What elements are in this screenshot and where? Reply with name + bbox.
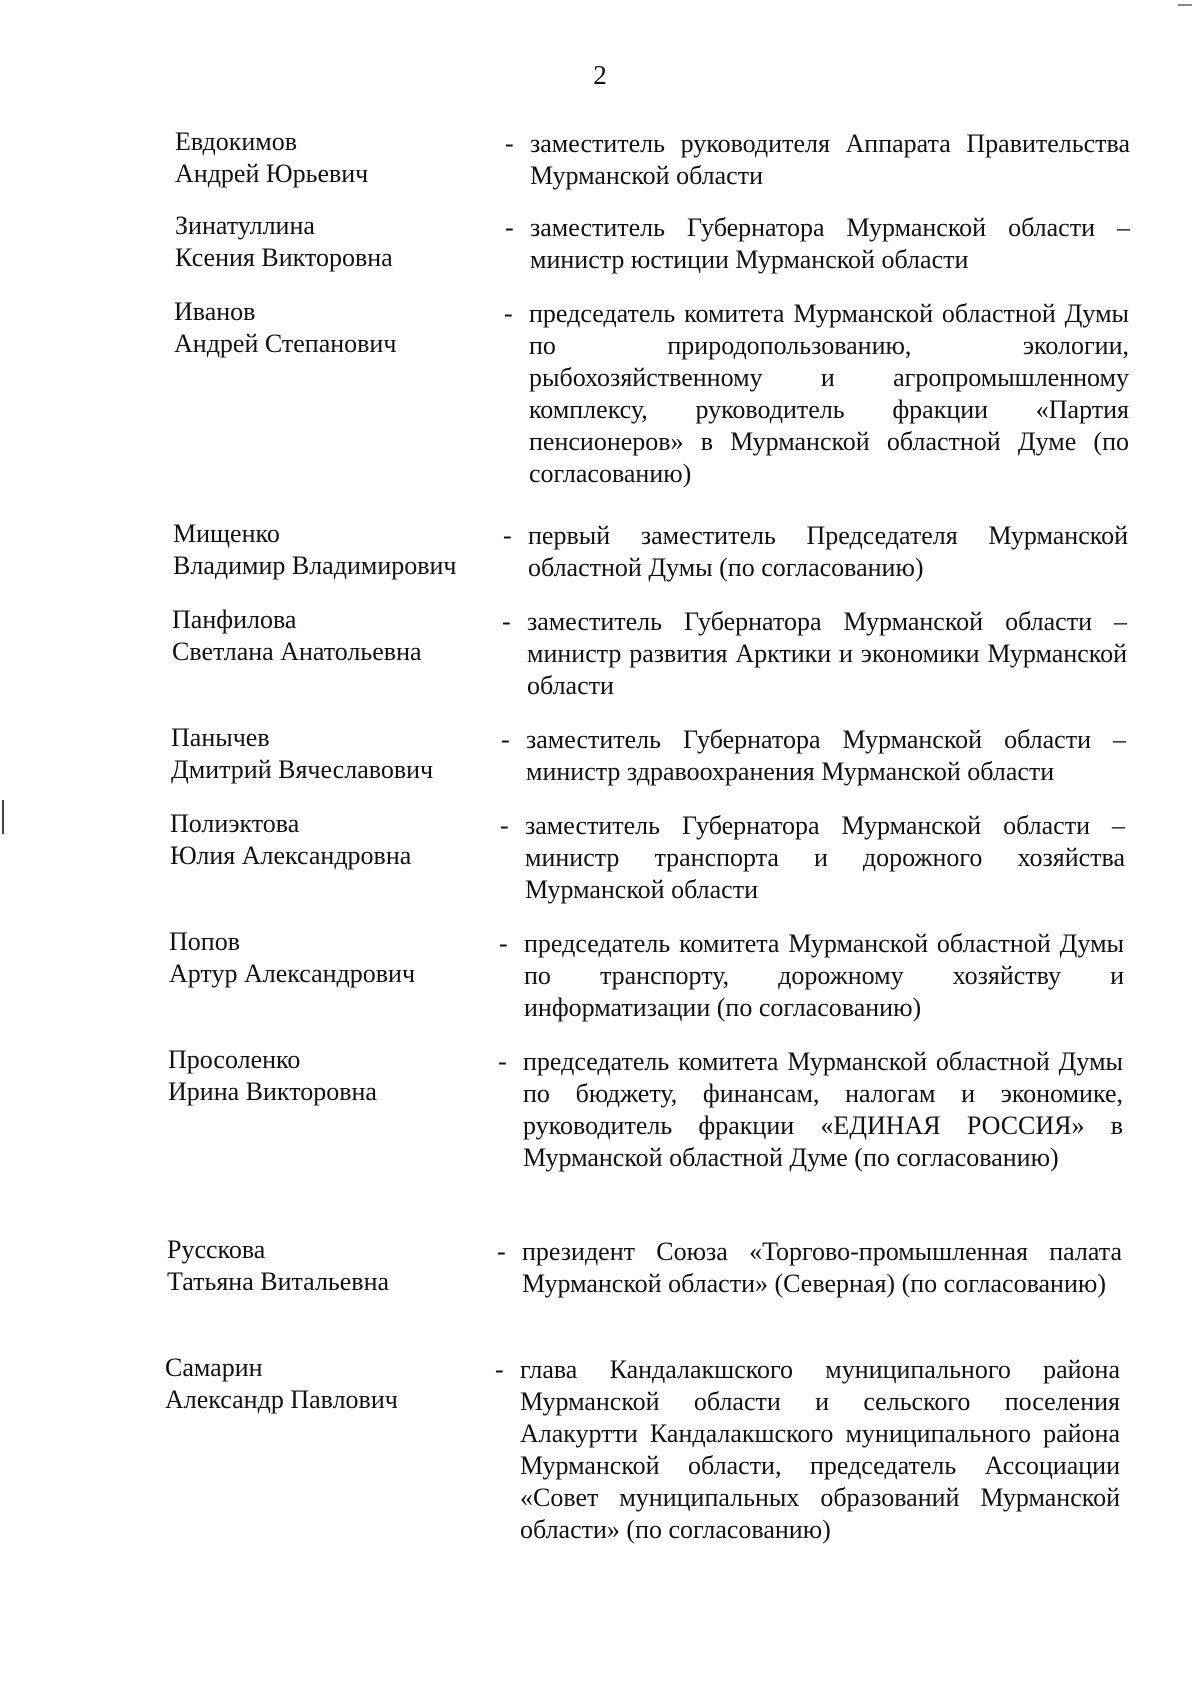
dash-separator: -: [495, 1355, 504, 1384]
dash-separator: -: [500, 811, 509, 840]
member-given-names: Ксения Викторовна: [175, 243, 393, 272]
scan-edge-mark: [2, 800, 4, 834]
member-surname: Самарин: [165, 1353, 263, 1382]
member-role: председатель комитета Мурманской областной Думы по природопользованию, экологии, рыбохозяйственному и агропромышленному комплексу, руководитель фракции «Партия пенсионеров» в Мурманской областной Думе (по согласованию): [529, 299, 1129, 488]
dash-separator: -: [504, 299, 513, 328]
member-given-names: Ирина Викторовна: [168, 1077, 377, 1106]
member-name: [165, 1352, 485, 1416]
member-name: [173, 518, 493, 582]
member-name: [172, 604, 492, 668]
member-given-names: Андрей Юрьевич: [175, 159, 369, 188]
member-role: президент Союза «Торгово-промышленная палата Мурманской области» (Северная) (по согласованию): [522, 1237, 1122, 1298]
member-surname: Русскова: [167, 1235, 266, 1264]
member-name: [174, 296, 494, 360]
member-name: [175, 210, 495, 274]
member-name: [171, 722, 491, 786]
member-surname: Полиэктова: [170, 809, 300, 838]
member-role: заместитель Губернатора Мурманской области – министр юстиции Мурманской области: [530, 213, 1130, 274]
member-given-names: Артур Александрович: [169, 959, 416, 988]
scan-corner-mark: [1178, 0, 1192, 6]
dash-separator: -: [502, 607, 511, 636]
page-number: 2: [593, 60, 607, 90]
member-given-names: Татьяна Витальевна: [167, 1267, 390, 1296]
member-surname: Панфилова: [172, 605, 297, 634]
member-surname: Просоленко: [168, 1045, 301, 1074]
member-surname: Попов: [169, 927, 240, 956]
member-given-names: Дмитрий Вячеславович: [171, 755, 434, 784]
member-name: [167, 1234, 487, 1298]
member-given-names: Александр Павлович: [165, 1385, 398, 1414]
member-role: председатель комитета Мурманской областной Думы по транспорту, дорожному хозяйству и информатизации (по согласованию): [524, 929, 1124, 1022]
dash-separator: -: [505, 129, 514, 158]
member-surname: Зинатуллина: [175, 211, 315, 240]
member-role: заместитель Губернатора Мурманской области – министр развития Арктики и экономики Мурманской области: [527, 607, 1127, 700]
member-role: заместитель руководителя Аппарата Правительства Мурманской области: [530, 129, 1130, 190]
member-role: заместитель Губернатора Мурманской области – министр здравоохранения Мурманской области: [526, 725, 1126, 786]
member-given-names: Андрей Степанович: [174, 329, 397, 358]
dash-separator: -: [498, 1047, 507, 1076]
member-name: [175, 126, 495, 190]
member-given-names: Юлия Александровна: [170, 841, 412, 870]
member-given-names: Светлана Анатольевна: [172, 637, 422, 666]
dash-separator: -: [497, 1237, 506, 1266]
dash-separator: -: [501, 725, 510, 754]
member-role: первый заместитель Председателя Мурманской областной Думы (по согласованию): [528, 521, 1128, 582]
dash-separator: -: [503, 521, 512, 550]
member-surname: Евдокимов: [175, 127, 298, 156]
member-name: [169, 926, 489, 990]
dash-separator: -: [499, 929, 508, 958]
member-role: заместитель Губернатора Мурманской области – министр транспорта и дорожного хозяйства Мурманской области: [525, 811, 1125, 904]
member-name: [170, 808, 490, 872]
member-name: [168, 1044, 488, 1108]
member-surname: Панычев: [171, 723, 270, 752]
member-role: председатель комитета Мурманской областной Думы по бюджету, финансам, налогам и экономике, руководитель фракции «ЕДИНАЯ РОССИЯ» в Мурманской областной Думе (по согласованию): [523, 1047, 1123, 1172]
member-role: глава Кандалакшского муниципального района Мурманской области и сельского поселения Алакуртти Кандалакшского муниципального района Мурманской области, председатель Ассоциации «Совет муниципальных образований Мурманской области» (по согласованию): [520, 1355, 1120, 1544]
member-surname: Мищенко: [173, 519, 280, 548]
member-surname: Иванов: [174, 297, 256, 326]
dash-separator: -: [505, 213, 514, 242]
member-given-names: Владимир Владимирович: [173, 551, 457, 580]
